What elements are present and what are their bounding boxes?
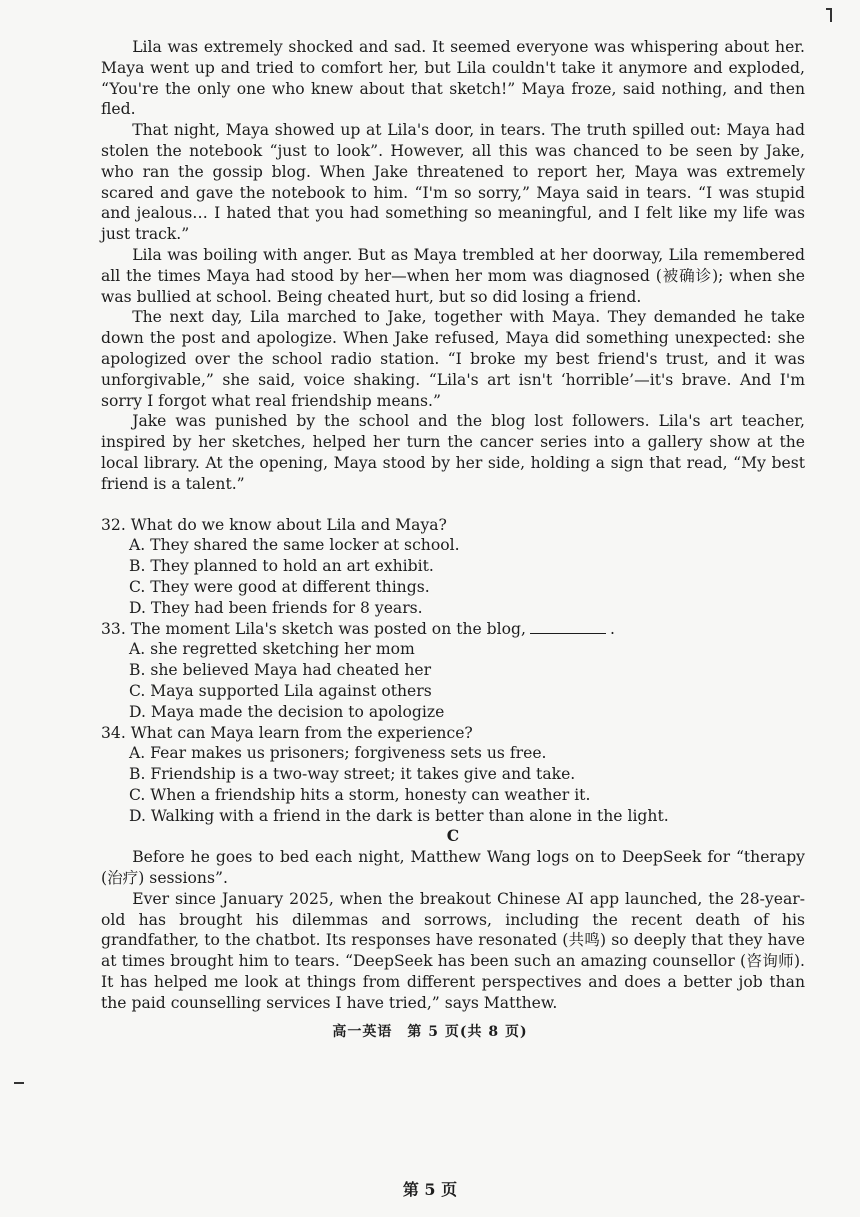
page-content (101, 37, 805, 1014)
margin-dash (14, 1082, 24, 1084)
question-stem (101, 619, 805, 640)
passage-b (101, 37, 805, 495)
option-b: B. Friendship is a two-way street; it takes give and take. (129, 765, 576, 784)
answer-blank (530, 619, 606, 634)
option-a: A. she regretted sketching her mom (129, 640, 415, 659)
paragraph: Ever since January 2025, when the breakout Chinese AI app launched, the 28-year-old has brought his dilemmas and sorrows, including the recent death of his grandfather, to the chatbot. Its responses have resonated (共鸣) so deeply that they have at times brought him to tears. “DeepSeek has been such an amazing counsellor (咨询师). It has helped me look at things from different perspectives and does a better job than the paid counselling services I have tried,” says Matthew. (101, 889, 805, 1012)
question-stem: 32. What do we know about Lila and Maya? (101, 515, 447, 534)
question-stem-end: . (609, 619, 615, 638)
option-d: D. Maya made the decision to apologize (129, 702, 445, 721)
question-34 (101, 723, 805, 827)
paragraph: That night, Maya showed up at Lila's door, in tears. The truth spilled out: Maya had stolen the notebook “just to look”. However, all this was chanced to be seen by Jake, who ran the gossip blog. When Jake threatened to report her, Maya was extremely scared and gave the notebook to him. “I'm so sorry,” Maya said in tears. “I was stupid and jealous… I hated that you had something so meaningful, and I felt like my life was just track.” (101, 121, 805, 244)
paragraph: Before he goes to bed each night, Matthew Wang logs on to DeepSeek for “therapy (治疗) sessions”. (101, 848, 805, 888)
paragraph: Lila was extremely shocked and sad. It seemed everyone was whispering about her. Maya went up and tried to comfort her, but Lila couldn't take it anymore and exploded, “You're the only one who knew about that sketch!” Maya froze, said nothing, and then fled. (101, 38, 805, 119)
question-33 (101, 619, 805, 723)
option-a: A. They shared the same locker at school. (129, 536, 460, 555)
option-b: B. They planned to hold an art exhibit. (129, 557, 434, 576)
option-d: D. They had been friends for 8 years. (129, 598, 423, 617)
questions (101, 515, 805, 827)
section-heading: C (446, 826, 460, 846)
option-d: D. Walking with a friend in the dark is better than alone in the light. (129, 806, 669, 825)
page-footer: 高一英语 第 5 页(共 8 页) (332, 1024, 528, 1040)
question-stem: 34. What can Maya learn from the experience? (101, 723, 473, 742)
paragraph: Lila was boiling with anger. But as Maya trembled at her doorway, Lila remembered all the times Maya had stood by her—when her mom was diagnosed (被确诊); when she was bullied at school. Being cheated hurt, but so did losing a friend. (101, 245, 805, 306)
paragraph: Jake was punished by the school and the blog lost followers. Lila's art teacher, inspired by her sketches, helped her turn the cancer series into a gallery show at the local library. At the opening, Maya stood by her side, holding a sign that read, “My best friend is a talent.” (101, 412, 805, 493)
option-c: C. Maya supported Lila against others (129, 681, 432, 700)
page-number: 第 5 页 (402, 1180, 458, 1199)
option-a: A. Fear makes us prisoners; forgiveness sets us free. (129, 744, 547, 763)
question-stem-text: 33. The moment Lila's sketch was posted on the blog, (101, 619, 526, 638)
option-c: C. They were good at different things. (129, 577, 430, 596)
paragraph: The next day, Lila marched to Jake, together with Maya. They demanded he take down the post and apologize. When Jake refused, Maya did something unexpected: she apologized over the school radio station. “I broke my best friend's trust, and it was unforgivable,” she said, voice shaking. “Lila's art isn't ‘horrible’—it's brave. And I'm sorry I forgot what real friendship means.” (101, 308, 805, 410)
passage-c (101, 826, 805, 1013)
option-c: C. When a friendship hits a storm, honesty can weather it. (129, 785, 591, 804)
option-b: B. she believed Maya had cheated her (129, 661, 432, 680)
question-32 (101, 515, 805, 619)
corner-mark (830, 8, 832, 22)
